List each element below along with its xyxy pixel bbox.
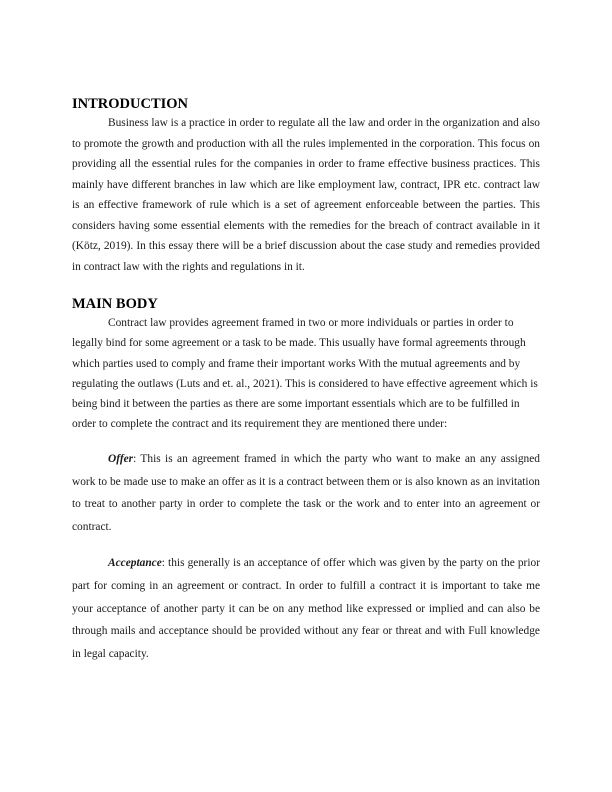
introduction-heading: INTRODUCTION <box>72 96 189 112</box>
document-page <box>72 95 540 666</box>
acceptance-term: Acceptance <box>108 556 162 569</box>
offer-text: : This is an agreement framed in which the party who want to make an any assigned work to be made use to make an offer as it is a contract between them or is also known as an invitation to treat to another party in order to complete the task or the work and to enter into an agreement or contract. <box>72 452 540 534</box>
main-body-heading: MAIN BODY <box>72 296 158 312</box>
introduction-section <box>72 95 540 277</box>
introduction-paragraph: Business law is a practice in order to regulate all the law and order in the organization and also to promote the growth and production with all the rules implemented in the corporation. This focus on providing all the essential rules for the companies in order to frame effective business practices. This mainly have different branches in law which are like employment law, contract, IPR etc. contract law is an effective framework of rule which is a set of agreement enforceable between the parties. This considers having some essential elements with the remedies for the breach of contract available in it (Kötz, 2019). In this essay there will be a brief discussion about the case study and remedies provided in contract law with the rights and regulations in it. <box>72 117 540 273</box>
acceptance-paragraph <box>72 552 540 666</box>
acceptance-text: : this generally is an acceptance of offer which was given by the party on the prior part for coming in an agreement or contract. In order to fulfill a contract it is important to take me your acceptance of another party it can be on any method like expressed or implied and can also be through mails and acceptance should be provided without any fear or threat and with Full knowledge in legal capacity. <box>72 556 540 661</box>
offer-term: Offer <box>108 452 134 465</box>
main-body-paragraph: Contract law provides agreement framed in two or more individuals or parties in order to legally bind for some agreement or a task to be made. This usually have formal agreements through which parties used to comply and frame their important works With the mutual agreements and by regulating the outlaws (Luts and et. al., 2021). This is considered to have effective agreement which is being bind it between the parties as there are some important essentials which are to be fulfilled in order to complete the contract and its requirement they are mentioned there under: <box>72 317 538 431</box>
main-body-section <box>72 295 540 666</box>
offer-paragraph <box>72 448 540 539</box>
